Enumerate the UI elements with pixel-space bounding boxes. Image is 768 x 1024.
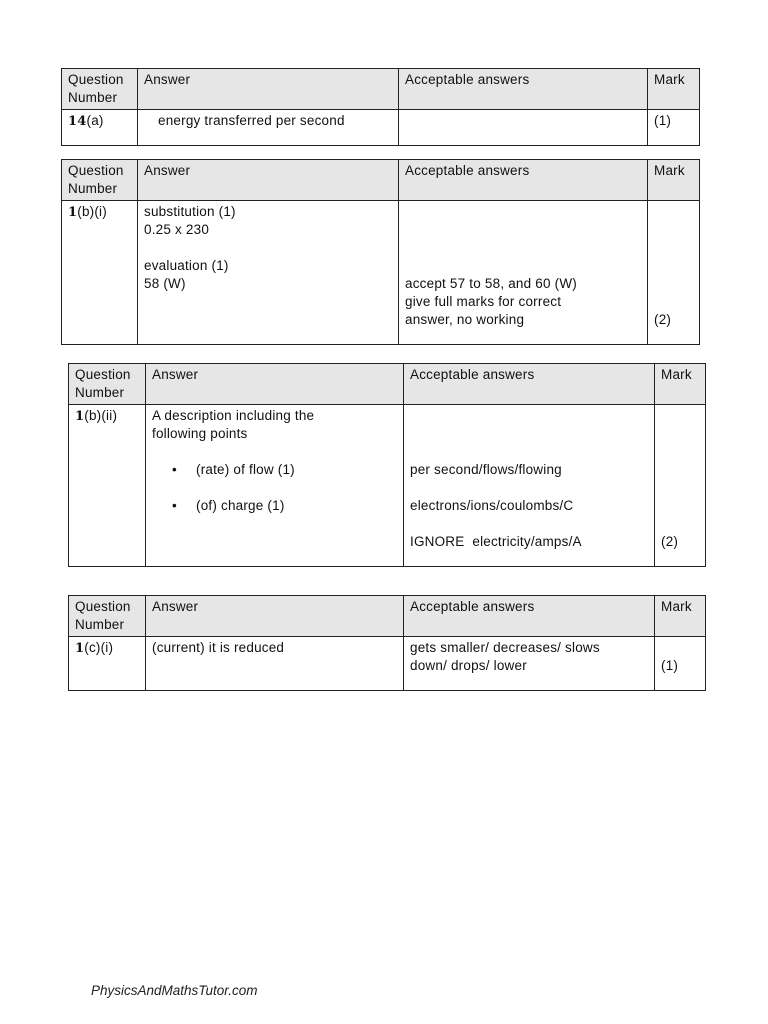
question-number-cell [69,637,146,691]
mark-cell [655,637,706,691]
mark-cell: (1) [648,110,700,146]
answer-line: A description including the [152,408,315,423]
list-item [172,497,397,515]
header-answer: Answer [146,596,404,637]
bullet-icon: • [172,462,177,477]
acceptable-cell [404,637,655,691]
acceptable-line: IGNORE electricity/amps/A [410,534,582,549]
acceptable-line: answer, no working [405,312,525,327]
header-mark: Mark [648,69,700,110]
markscheme-table-1ci [68,595,706,691]
mark-cell [655,405,706,567]
header-question-number: Question Number [62,160,138,201]
question-number-cell [62,110,138,146]
acceptable-line: give full marks for correct [405,294,562,309]
answer-line: following points [152,426,248,441]
header-mark: Mark [648,160,700,201]
acceptable-cell [399,110,648,146]
question-number-part: (c)(i) [84,640,114,655]
header-question-number: Question Number [69,596,146,637]
answer-line: 58 (W) [144,276,186,291]
acceptable-line: down/ drops/ lower [410,658,527,673]
answer-cell [138,201,399,345]
answer-cell: (current) it is reduced [146,637,404,691]
question-number-part: (a) [86,113,104,128]
footer-site-name: PhysicsAndMathsTutor.com [91,983,258,998]
header-acceptable-answers: Acceptable answers [399,160,648,201]
markscheme-table-1bi [61,159,700,345]
answer-line [144,239,392,257]
header-acceptable-answers: Acceptable answers [404,596,655,637]
header-answer: Answer [138,69,399,110]
question-number-part: (b)(ii) [84,408,118,423]
header-question-number: Question Number [62,69,138,110]
answer-line: evaluation (1) [144,258,229,273]
question-number-bold: 1 [68,205,78,220]
mark-value: (2) [654,312,672,327]
acceptable-line: electrons/ions/coulombs/C [410,498,574,513]
answer-cell [138,110,399,146]
question-number-cell [62,201,138,345]
header-mark: Mark [655,596,706,637]
header-answer: Answer [138,160,399,201]
acceptable-line: per second/flows/flowing [410,462,562,477]
acceptable-cell [404,405,655,567]
mark-value: (2) [661,534,679,549]
mark-cell [648,201,700,345]
markscheme-table-1a [61,68,700,146]
answer-cell [146,405,404,567]
list-item [172,461,397,479]
question-number-bold: 14 [68,114,87,129]
question-number-part: (b)(i) [77,204,107,219]
question-number-bold: 1 [75,409,85,424]
bullet-list [152,461,397,515]
acceptable-line: gets smaller/ decreases/ slows [410,640,600,655]
bullet-text: (of) charge (1) [196,498,285,513]
markscheme-table-1bii [68,363,706,567]
answer-line: substitution (1) [144,204,236,219]
acceptable-cell [399,201,648,345]
bullet-text: (rate) of flow (1) [196,462,295,477]
header-acceptable-answers: Acceptable answers [399,69,648,110]
header-question-number: Question Number [69,364,146,405]
answer-text: energy transferred per second [158,113,345,128]
header-acceptable-answers: Acceptable answers [404,364,655,405]
question-number-cell [69,405,146,567]
answer-line: 0.25 x 230 [144,222,210,237]
acceptable-line: accept 57 to 58, and 60 (W) [405,276,577,291]
header-answer: Answer [146,364,404,405]
question-number-bold: 1 [75,641,85,656]
header-mark: Mark [655,364,706,405]
bullet-icon: • [172,498,177,513]
mark-value: (1) [661,658,679,673]
